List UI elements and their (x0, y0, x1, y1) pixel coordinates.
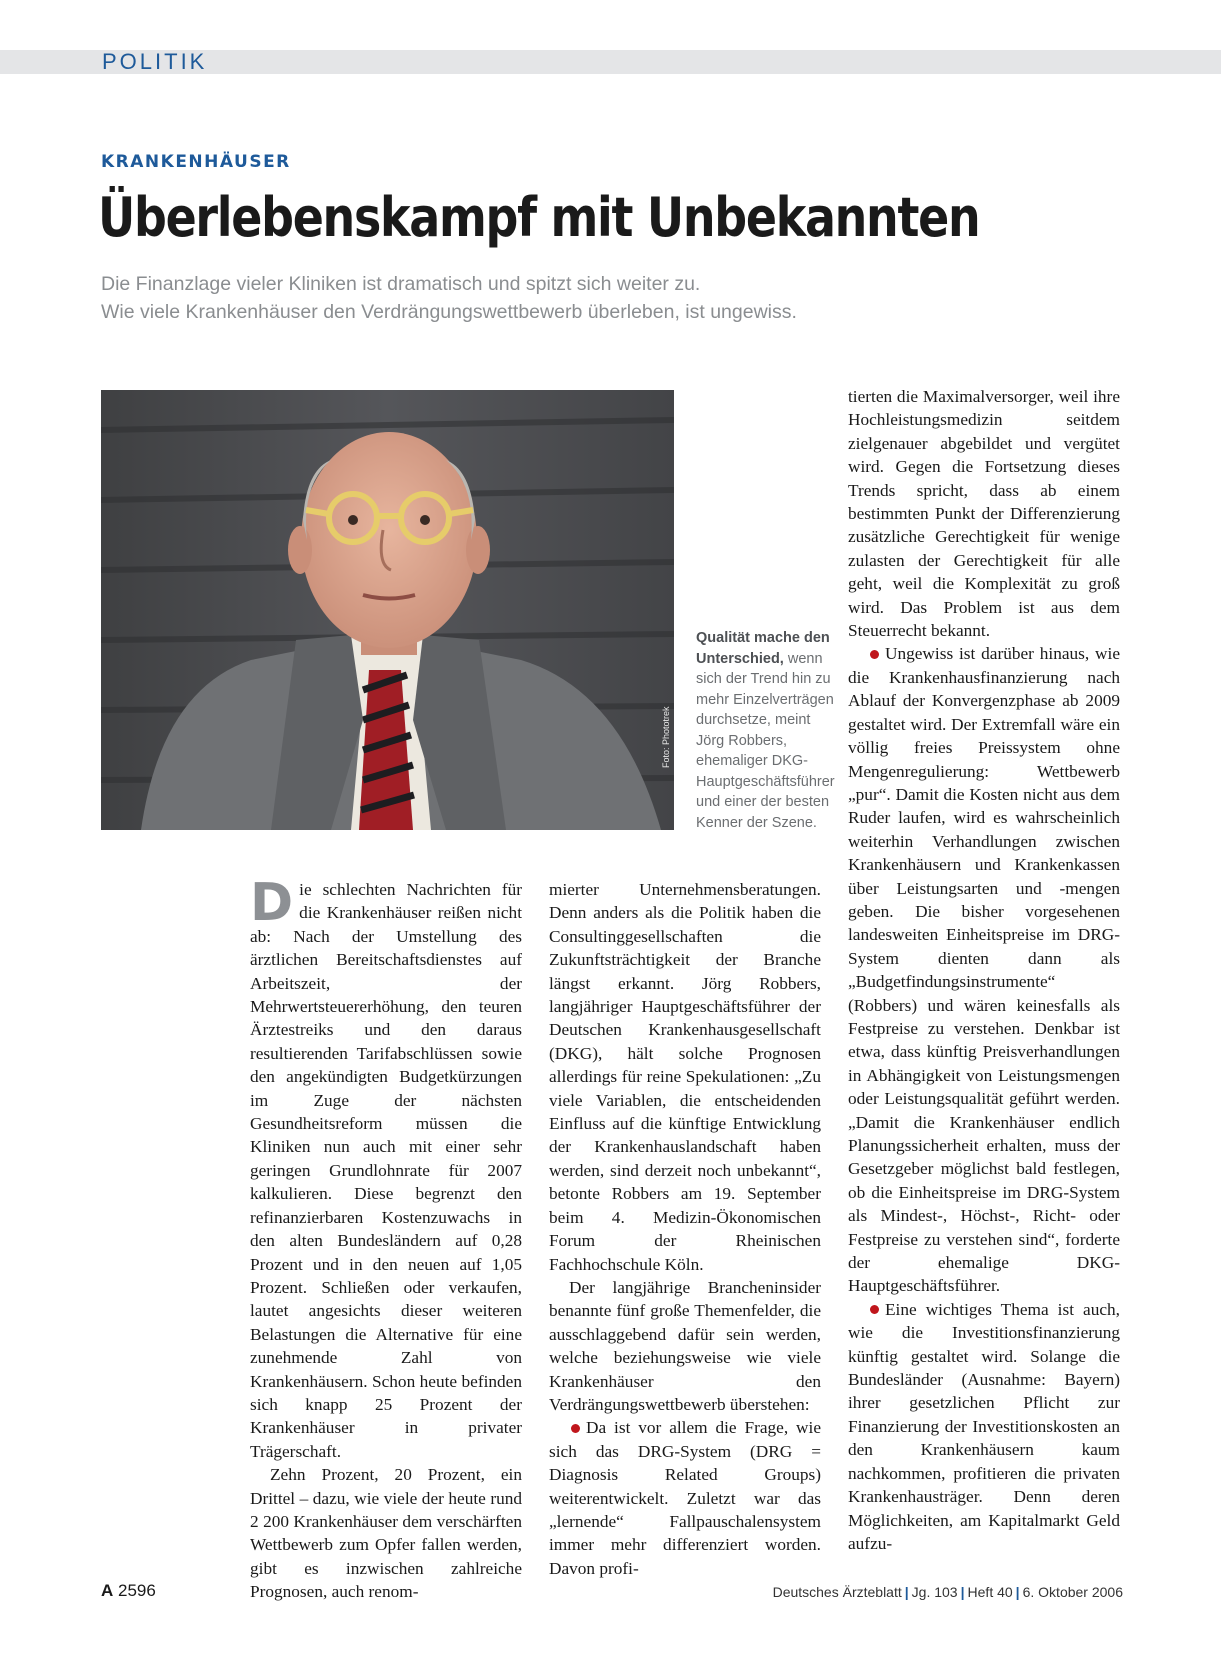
portrait-photo (101, 390, 674, 830)
body-paragraph: tierten die Maximalversorger, weil ihre Hochleistungsmedizin seitdem zielgenauer abgebildet und vergütet wird. Gegen die Fortsetzung dieses Trends spricht, dass ab einem bestimmten Punkt der Differenzierung zusätzliche Gerechtigkeit für wenige zulasten der Gerechtigkeit für alle geht, weil die Komplexität zu groß wird. Das Problem ist aus dem Steuerrecht bekannt. (848, 387, 1120, 641)
photo-caption (696, 628, 836, 833)
caption-lead: Qualität mache den Unterschied, (696, 630, 830, 667)
body-paragraph: Eine wichtiges Thema ist auch, wie die Investitionsfinanzierung künftig gestaltet wird. Solange die Bundesländer (Ausnahme: Bayern) ihrer gesetzlichen Pflicht zur Finanzierung der Investitionskosten an den Krankenhäusern kaum nachkommen, profitieren die privaten Krankenhausträger. Denn deren Möglichkeiten, am Kapitalmarkt Geld aufzu- (848, 1299, 1120, 1553)
body-paragraph: ie schlechten Nachrichten für die Krankenhäuser reißen nicht ab: Nach der Umstellung des ärztlichen Bereitschaftsdienstes auf Arbeitszeit, der Mehrwertsteuererhöhung, den teuren Ärztestreiks und den daraus resultierenden Tarifabschlüssen sowie den angekündigten Budgetkürzungen im Zuge der nächsten Gesundheitsreform müssen die Kliniken nun auch mit einer sehr geringen Grundlohnrate für 2007 kalkulieren. Diese begrenzt den refinanzierbaren Kostenzuwachs in den alten Bundesländern auf 0,28 Prozent und in den neuen auf 1,05 Prozent. Schließen oder verkaufen, lautet angesichts dieser weiteren Belastungen die Alternative für eine zunehmende Zahl von Krankenhäusern. Schon heute befinden sich knapp 25 Prozent der Krankenhäuser in privater Trägerschaft. (250, 880, 522, 1461)
photo-credit: Foto: Phototrek (661, 706, 671, 768)
journal-issue: Heft 40 (967, 1584, 1013, 1600)
section-label: POLITIK (102, 49, 208, 74)
kicker: KRANKENHÄUSER (101, 152, 291, 172)
body-paragraph: mierter Unternehmensberatungen. Denn anders als die Politik haben die Consultinggesellschaften die Zukunftsträchtigkeit der Branche längst erkannt. Jörg Robbers, langjähriger Hauptgeschäftsführer der Deutschen Krankenhausgesellschaft (DKG), hält solche Prognosen allerdings für reine Spekulationen: „Zu viele Variablen, die entscheidenden Einfluss auf die künftige Entwicklung der Krankenhauslandschaft haben werden, sind derzeit noch unbekannt“, betonte Robbers am 19. September beim 4. Medizin-Ökonomischen Forum der Rheinischen Fachhochschule Köln. (549, 880, 821, 1274)
page-folio (101, 1581, 156, 1601)
journal-info (773, 1584, 1123, 1600)
folio-letter: A (101, 1581, 114, 1600)
separator: | (1015, 1584, 1020, 1600)
body-column-3 (848, 385, 1120, 1555)
headline: Überlebenskampf mit Unbekannten (98, 186, 980, 249)
portrait-illustration (101, 390, 674, 830)
journal-name: Deutsches Ärzteblatt (772, 1584, 902, 1600)
body-paragraph: Da ist vor allem die Frage, wie sich das DRG-System (DRG = Diagnosis Related Groups) weiterentwickelt. Zuletzt war das „lernende“ Fallpauschalensystem immer mehr differenziert worden. Davon profi- (549, 1418, 821, 1578)
bullet-icon (870, 1305, 879, 1314)
body-column-2 (549, 878, 821, 1580)
body-paragraph: Der langjährige Brancheninsider benannte fünf große Themenfelder, die ausschlaggebend dafür sein werden, welche beziehungsweise wie viele Krankenhäuser den Verdrängungswettbewerb überstehen: (549, 1277, 821, 1414)
journal-date: 6. Oktober 2006 (1022, 1584, 1123, 1600)
body-column-1 (250, 873, 522, 1604)
deck (101, 270, 1001, 326)
bullet-icon (870, 650, 879, 659)
drop-cap: D (250, 873, 294, 933)
bullet-icon (571, 1424, 580, 1433)
body-paragraph: Ungewiss ist darüber hinaus, wie die Krankenhausfinanzierung nach Ablauf der Konvergenzphase ab 2009 gestaltet wird. Der Extremfall wäre ein völlig freies Preissystem ohne Mengenregulierung: Wettbewerb „pur“. Damit die Kosten nicht aus dem Ruder laufen, wird es wahrscheinlich weiterhin Verhandlungen zwischen Krankenhäusern und Krankenkassen über Leistungsarten und -mengen geben. Die bisher vorgesehenen landesweiten Einheitspreise im DRG-System dienten dann als „Budgetfindungsinstrumente“ (Robbers) und wären keinesfalls als Festpreise zu verstehen. Denkbar ist etwa, dass künftig Preisverhandlungen in Abhängigkeit von Leistungsmengen oder Leistungsqualität geführt werden. „Damit die Krankenhäuser endlich Planungssicherheit erhalten, muss der Gesetzgeber möglichst bald festlegen, ob die Einheitspreise im DRG-System als Mindest-, Höchst-, Richt- oder Festpreise zu verstehen sind“, forderte der ehemalige DKG-Hauptgeschäftsführer. (848, 644, 1120, 1296)
separator: | (904, 1584, 909, 1600)
separator: | (960, 1584, 965, 1600)
journal-volume: Jg. 103 (911, 1584, 958, 1600)
deck-line: Wie viele Krankenhäuser den Verdrängungswettbewerb überleben, ist ungewiss. (101, 301, 797, 323)
body-paragraph: Zehn Prozent, 20 Prozent, ein Drittel – dazu, wie viele der heute rund 2 200 Krankenhäuser dem verschärften Wettbewerb zum Opfer fallen werden, gibt es inzwischen zahlreiche Prognosen, auch renom- (250, 1465, 522, 1602)
page-number: 2596 (118, 1581, 156, 1600)
caption-text: wenn sich der Trend hin zu mehr Einzelverträgen durchsetze, meint Jörg Robbers, ehemaliger DKG-Hauptgeschäftsführer und einer der besten Kenner der Szene. (696, 650, 835, 831)
deck-line: Die Finanzlage vieler Kliniken ist dramatisch und spitzt sich weiter zu. (101, 273, 701, 295)
